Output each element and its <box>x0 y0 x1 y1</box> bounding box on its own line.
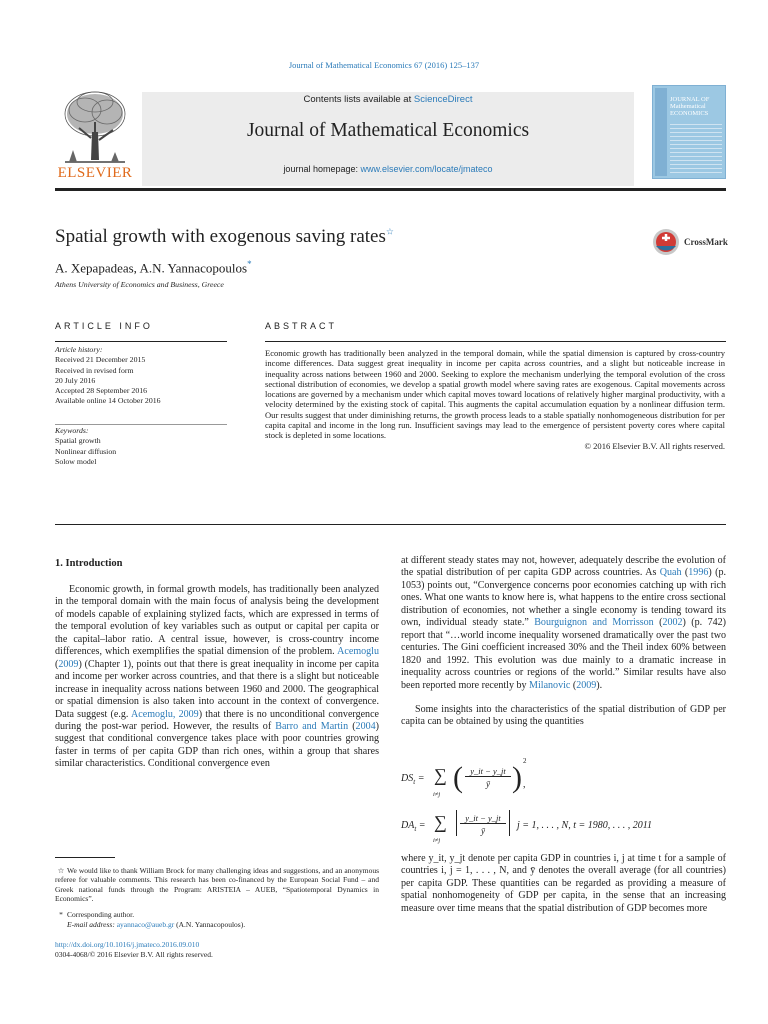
history-online: Available online 14 October 2016 <box>55 396 161 406</box>
citation-link[interactable]: Bourguignon and Morrisson <box>534 617 654 629</box>
text-run: ). <box>596 679 603 691</box>
keywords <box>55 426 235 467</box>
sum-icon: ∑ <box>434 765 447 785</box>
title-footnote-mark[interactable]: ☆ <box>385 226 394 237</box>
eq-ds-power: 2 <box>523 757 527 765</box>
history-label: Article history: <box>55 345 103 354</box>
email-label: E-mail address: <box>67 920 117 929</box>
journal-cover <box>652 85 726 179</box>
keyword-item: Spatial growth <box>55 436 101 446</box>
text-run: ) (p. 742) report that “…world income inequality worsened dramatically over the past two centuries. The Gini coefficient increased 30% and the Theil index 60% between 1820 and 1992. This evolution was due mainly to a dramatic increase in inequality across countries or regions of the world.” Similar results have also been reported more recently by <box>401 617 726 691</box>
article-authors <box>55 259 252 276</box>
eq-da-lhs: $DA_t$ = <box>401 820 426 833</box>
abstract-copyright: © 2016 Elsevier B.V. All rights reserved. <box>584 440 725 451</box>
open-paren-icon: ( <box>453 761 463 794</box>
author-footnote-mark[interactable]: * <box>247 259 252 269</box>
close-paren-icon: ) <box>512 761 522 794</box>
citation-link[interactable]: Acemoglu <box>337 646 379 658</box>
publisher-name: ELSEVIER <box>57 165 133 181</box>
cover-contents <box>670 124 722 174</box>
homepage-link[interactable]: www.elsevier.com/locate/jmateco <box>360 164 493 174</box>
eq-ds-sum-sub: i≠j <box>433 791 441 798</box>
abstract-body: Economic growth has traditionally been analyzed in the temporal domain, while the spatial dimension is captured by cross-country income differences. Data suggest great inequality in income per capita across countries, and a slight but noticeable increase in inequality across nations between 1960 and 2000. Seeking to explore the mechanism underlying the temporal evolution of the cross sectional distribution of economies, we develop a spatial growth model where saving rates are exogenous. Capital movements across locations are governed by a mechanism under which capital moves toward locations of relatively higher marginal productivity, with a velocity determined by the existing stock of capital. This augments the capital accumulation equation by a nonlinear diffusion term. Our results suggest that under diminishing returns, the growth process leads to a stable spatially nonhomogeneous distribution for per capita capital and income in the long run. Insufficient savings may lead to the emergence of persistent poverty cores where capital stock is depleted in some locations. <box>265 348 725 441</box>
history-accepted: Accepted 28 September 2016 <box>55 386 148 396</box>
eq-ds-lhs: $DS_t$ = <box>401 773 425 786</box>
elsevier-logo <box>55 84 135 188</box>
keywords-label: Keywords: <box>55 426 89 435</box>
citation-link[interactable]: Acemoglu, 2009 <box>131 708 199 720</box>
text-run: ( <box>653 617 663 629</box>
section-heading: 1. Introduction <box>55 558 123 569</box>
footnote-thanks <box>55 866 379 903</box>
cover-title <box>670 96 724 117</box>
abs-bar-left <box>456 810 457 836</box>
issn-line: 0304-4068/© 2016 Elsevier B.V. All rights reserved. <box>55 950 213 959</box>
doi-link[interactable]: http://dx.doi.org/10.1016/j.jmateco.2016.09.010 <box>55 940 200 949</box>
history-revised-label: Received in revised form <box>55 365 134 375</box>
eq-ds-symbol: DS <box>401 773 414 784</box>
crossmark-icon <box>652 228 680 256</box>
keyword-item: Solow model <box>55 456 97 466</box>
abstract-rule <box>265 341 726 342</box>
footnote-mark: ☆ <box>57 866 65 875</box>
footnote-rule <box>55 857 115 858</box>
authors-text: A. Xepapadeas, A.N. Yannacopoulos <box>55 260 248 276</box>
journal-title: Journal of Mathematical Economics <box>246 120 530 141</box>
text-run: ( <box>570 679 577 691</box>
text-run: ( <box>681 567 689 579</box>
footnote-corresponding <box>55 910 379 919</box>
citation-link[interactable]: 2009 <box>576 679 597 691</box>
eq-ds-denominator: ȳ <box>486 779 490 789</box>
contents-prefix: Contents lists available at <box>303 94 414 105</box>
footnote-mark: * <box>59 910 63 919</box>
abstract-heading: ABSTRACT <box>265 321 338 331</box>
abstract-text <box>265 348 725 451</box>
citation-link[interactable]: 2002 <box>662 617 683 629</box>
intro-paragraph-1 <box>55 584 379 771</box>
intro-paragraph-3: Some insights into the characteristics of the spatial distribution of GDP per capita can be obtained by using the quantities <box>401 704 726 728</box>
footnote-email <box>67 920 379 929</box>
keyword-item: Nonlinear diffusion <box>55 446 117 456</box>
contents-line <box>142 94 634 105</box>
abs-bar-right <box>509 810 510 836</box>
citation-link[interactable]: Milanovic <box>529 679 571 691</box>
journal-reference[interactable]: Journal of Mathematical Economics 67 (2016) 125–137 <box>288 60 480 70</box>
text-run: Economic growth, in formal growth models, has traditionally been analyzed in the temporal domain with the main focus of analysis being the development of models capable of explaining stylized facts, which are expressed in terms of the temporal evolution of key variables such as output or capital per capita or the capital–labor ratio. A central issue, however, is cross-country income differences, which exemplifies the spatial dimension of the problem. <box>55 584 379 658</box>
citation-link[interactable]: Barro and Martin <box>275 720 349 732</box>
citation-link[interactable]: 1996 <box>688 567 709 579</box>
cover-line-1: JOURNAL OF <box>670 96 710 103</box>
affiliation: Athens University of Economics and Business, Greece <box>55 280 224 289</box>
crossmark-label: CrossMark <box>684 237 728 247</box>
article-title <box>55 226 394 248</box>
eq-range: j = 1, . . . , N, t = 1980, . . . , 2011 <box>517 820 652 831</box>
header-rule <box>55 188 726 191</box>
footnote-thanks-text: We would like to thank William Brock for many challenging ideas and suggestions, and an anonymous referee for valuable comments. This research has been co-financed by the European Social Fund – and Greek national funds through the Program: ARISTEIA – AUEB, “Spatiotemporal Dynamics in Economics”. <box>55 866 379 903</box>
text-run: ) that there is no unconditional convergence during the post-war period. However, the results of <box>55 708 380 732</box>
eq-ds-subscript: t <box>413 778 416 786</box>
article-history <box>55 345 235 407</box>
equation-ds <box>401 757 726 805</box>
citation-link[interactable]: 2009 <box>58 658 79 670</box>
text-run: ) suggest that conditional convergence takes place with poor countries growing faster in terms of per capita GDP than rich ones, within a group that shares similar characteristics. Conditional convergence even <box>55 720 379 770</box>
cover-line-2: Mathematical <box>670 103 706 110</box>
eq-comma: , <box>523 779 526 790</box>
citation-link[interactable]: Quah <box>659 567 682 579</box>
crossmark-badge[interactable] <box>652 228 728 256</box>
article-title-text: Spatial growth with exogenous saving rates <box>55 226 386 247</box>
history-received: Received 21 December 2015 <box>55 355 146 365</box>
text-run: ) (Chapter 1), points out that there is great inequality in income per capita and income per worker across countries, and that there is a slight but noticeable increase in inequality across nations between 1960 and 2000. The geographical or spatial dimension is also taken into account in the context of convergence. Data suggest (e.g. <box>55 658 379 720</box>
info-divider <box>55 424 227 425</box>
eq-da-sum-sub: i≠j <box>433 837 441 844</box>
article-info-heading: ARTICLE INFO <box>55 321 153 331</box>
cover-line-3: ECONOMICS <box>670 110 709 117</box>
eq-da-subscript: t <box>414 825 417 833</box>
text-run: ( <box>55 658 59 670</box>
history-revised-date: 20 July 2016 <box>55 375 96 385</box>
text-run: ( <box>348 720 356 732</box>
text-run: at different steady states may not, however, adequately describe the evolution of the spatial distribution of per capita GDP across countries. As <box>401 555 726 579</box>
corresponding-text: Corresponding author. <box>67 910 135 919</box>
email-suffix: (A.N. Yannacopoulos). <box>174 920 246 929</box>
abstract-bottom-rule <box>55 524 726 525</box>
equation-da <box>401 806 726 848</box>
sum-icon: ∑ <box>434 812 447 832</box>
text-run: ) (p. 1053) points out, “Convergence concerns poor economies catching up with rich ones. What one wants to know here is, what happens to the entire cross sectional distribution of economies, not whether a single economy is tending toward its own, individual steady state.” <box>401 567 726 629</box>
info-rule <box>55 341 227 342</box>
intro-paragraph-4: where y_it, y_jt denote per capita GDP in countries i, j at time t for a sample of countries i, j = 1, . . . , N, and ȳ denotes the overall average (for all countries) per capita GDP. These quantities can be regarded as providing a measure of spatial nonhomogeneity of GDP per capita, in the sense that an increasing measure over time means that the spatial distribution of GDP becomes more <box>401 853 726 914</box>
sciencedirect-link[interactable]: ScienceDirect <box>413 94 473 105</box>
eq-da-denominator: ȳ <box>481 826 485 836</box>
homepage-prefix: journal homepage: <box>283 164 361 174</box>
eq-ds-numerator: y_it − y_jt <box>465 766 511 777</box>
intro-paragraph-2 <box>401 555 726 692</box>
journal-homepage <box>142 164 634 174</box>
eq-da-symbol: DA <box>401 820 415 831</box>
citation-link[interactable]: 2004 <box>355 720 376 732</box>
cover-spine <box>655 88 667 176</box>
eq-da-numerator: y_it − y_jt <box>460 813 506 824</box>
email-link[interactable]: ayannaco@aueb.gr <box>116 920 175 929</box>
